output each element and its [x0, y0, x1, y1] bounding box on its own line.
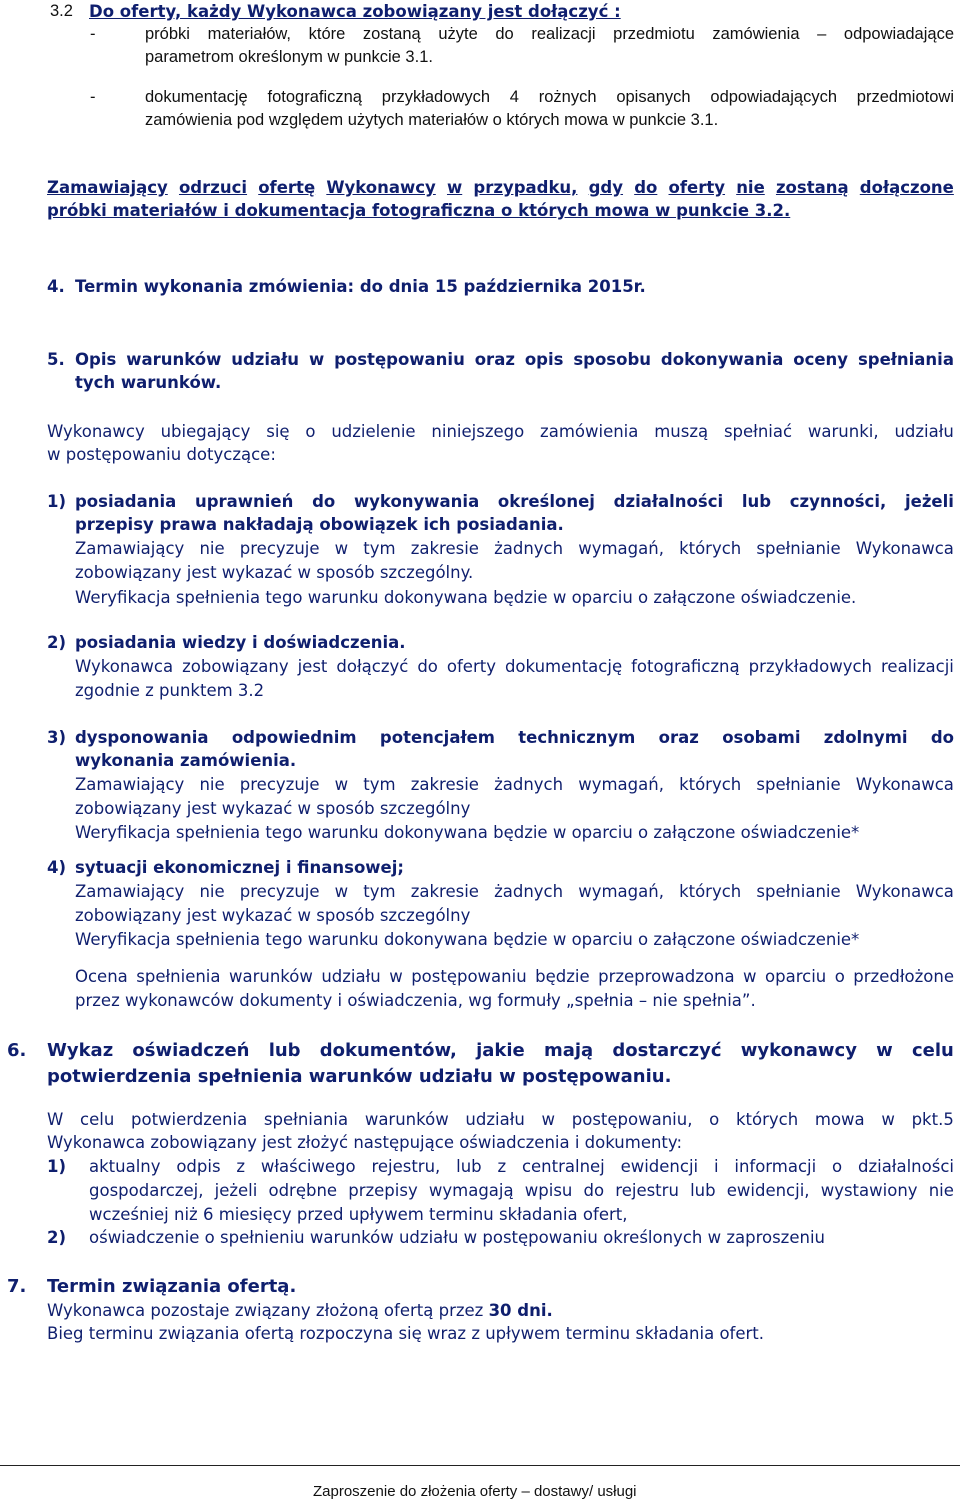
word: w: [334, 775, 349, 794]
word: przepisy: [348, 1181, 418, 1200]
word: Wykonawcy: [326, 178, 436, 197]
condition-3-verification: Weryfikacja spełnienia tego warunku dokonywana będzie w oparciu o załączone oświadczenie*: [75, 823, 860, 842]
word: przykładowych: [748, 657, 873, 676]
word: fotograficzną: [631, 657, 740, 676]
section-7-number: 7.: [7, 1276, 27, 1297]
word: do: [312, 492, 336, 511]
word: gospodarczej,: [89, 1181, 204, 1200]
word: wykonawcy: [740, 1040, 857, 1061]
evaluation-line1: [75, 967, 954, 986]
word: opisanych: [616, 88, 691, 106]
word: lub: [741, 492, 772, 511]
word: potencjałem: [379, 728, 495, 747]
word: w: [334, 539, 349, 558]
section-6-number: 6.: [7, 1040, 27, 1061]
word: precyzuje: [239, 539, 320, 558]
section-7-line2: Bieg terminu związania ofertą rozpoczyna się wraz z upływem terminu składania ofert.: [47, 1324, 764, 1343]
word: jakie: [476, 1040, 525, 1061]
word: oświadczeń: [132, 1040, 250, 1061]
word: zobowiązany: [182, 657, 289, 676]
condition-3-line2: wykonania zamówienia.: [75, 751, 297, 770]
word: żadnych: [494, 775, 564, 794]
word: osobami: [722, 728, 801, 747]
condition-4-note-line2: zobowiązany jest wykazać w sposób szczególny: [75, 906, 471, 925]
word: wymagań,: [578, 539, 664, 558]
word: ubiegający: [160, 422, 251, 441]
word: pkt.5: [911, 1110, 954, 1129]
word: centralnej: [521, 1157, 605, 1176]
word: sposobu: [573, 350, 652, 369]
word: odpis: [176, 1157, 221, 1176]
condition-4-note-line1: [75, 882, 954, 901]
word: nie: [928, 1181, 954, 1200]
word: spełnianie: [756, 539, 841, 558]
word: odpowiednim: [231, 728, 357, 747]
word: warunków: [228, 967, 313, 986]
word: wpisu: [524, 1181, 573, 1200]
word: muszą: [654, 422, 709, 441]
word: Opis: [75, 350, 117, 369]
word: się: [266, 422, 290, 441]
condition-2-note-line2: zgodnie z punktem 3.2: [75, 681, 265, 700]
word: dokumentację: [504, 657, 623, 676]
word: zamówienia: [712, 25, 800, 43]
word: nie: [199, 775, 225, 794]
condition-1-verification: Weryfikacja spełnienia tego warunku dokonywana będzie w oparciu o załączone oświadczenie.: [75, 588, 857, 607]
section-7-line1: [47, 1301, 553, 1320]
word: które: [308, 25, 346, 43]
word: niniejszego: [431, 422, 525, 441]
condition-2-note-line1: [75, 657, 954, 676]
document-1-line3: wcześniej niż 6 miesięcy przed upływem terminu składania ofert,: [89, 1205, 628, 1224]
word: spełniania: [263, 1110, 349, 1129]
word: jeżeli: [904, 492, 954, 511]
word: tym: [363, 775, 396, 794]
word: żadnych: [494, 882, 564, 901]
word: ofertę: [258, 178, 316, 197]
condition-2-heading: posiadania wiedzy i doświadczenia.: [75, 633, 406, 652]
word: rejestru: [615, 1181, 679, 1200]
condition-1-line2: przepisy prawa nakładają obowiązek ich posiadania.: [75, 515, 564, 534]
document-2-text: oświadczenie o spełnieniu warunków udziału w postępowaniu określonych w zaproszeniu: [89, 1228, 825, 1247]
reject-line1: [47, 178, 954, 197]
word: mają: [543, 1040, 594, 1061]
condition-3-line1: [75, 728, 954, 747]
word: do: [634, 178, 658, 197]
word: lub: [456, 1157, 482, 1176]
word: informacji: [734, 1157, 817, 1176]
word: gdy: [588, 178, 624, 197]
word: Wykonawca: [855, 775, 954, 794]
word: precyzuje: [239, 882, 320, 901]
word: posiadania: [75, 492, 177, 511]
word: w: [541, 1110, 556, 1129]
word: technicznym: [518, 728, 636, 747]
word: przeprowadzona: [598, 967, 735, 986]
word: postępowaniu: [334, 350, 465, 369]
word: spełnienia: [136, 967, 221, 986]
word: oparciu: [765, 967, 827, 986]
word: w: [308, 350, 325, 369]
word: określonej: [497, 492, 595, 511]
word: dysponowania: [75, 728, 209, 747]
word: Wykaz: [47, 1040, 114, 1061]
word: o: [832, 1157, 843, 1176]
word: których: [735, 1110, 799, 1129]
word: wykonywania: [353, 492, 480, 511]
item1-dash: -: [90, 25, 96, 43]
item2-line2: zamówienia pod względem użytych materiałów o których mowa w punkcie 3.1.: [145, 111, 719, 129]
word: rejestru,: [371, 1157, 441, 1176]
word: oceny: [793, 350, 849, 369]
word: Wykonawca: [855, 539, 954, 558]
word: ewidencji,: [726, 1181, 810, 1200]
word: odrzuci: [178, 178, 248, 197]
word: Wykonawca: [75, 657, 174, 676]
word: próbki: [145, 25, 190, 43]
condition-1-note-line2: zobowiązany jest wykazać w sposób szczególny.: [75, 563, 474, 582]
word: uprawnień: [194, 492, 294, 511]
word: spełniania: [857, 350, 954, 369]
section-6-heading-line1: [47, 1040, 954, 1061]
item2-line1: [145, 88, 954, 107]
word: użyte: [438, 25, 478, 43]
word: których: [679, 882, 742, 901]
word: nie: [736, 178, 765, 197]
word: działalności: [613, 492, 724, 511]
word: spełnianie: [756, 775, 841, 794]
condition-4-number: 4): [47, 858, 67, 877]
condition-1-line1: [75, 492, 954, 511]
word: precyzuje: [239, 775, 320, 794]
evaluation-line2: przez wykonawców dokumenty i oświadczenia, wg formuły „spełnia – nie spełnia”.: [75, 991, 756, 1010]
footer-text: Zaproszenie do złożenia oferty – dostawy/ usługi: [313, 1483, 637, 1500]
condition-4-verification: Weryfikacja spełnienia tego warunku dokonywana będzie w oparciu o załączone oświadczenie*: [75, 930, 860, 949]
word: oferty: [446, 657, 496, 676]
word: będzie: [535, 967, 590, 986]
word: dołączyć: [336, 657, 409, 676]
word: właściwego: [260, 1157, 356, 1176]
word: których: [679, 775, 742, 794]
word: udziału: [894, 422, 954, 441]
word: przedłożone: [853, 967, 954, 986]
word: w: [334, 882, 349, 901]
section-7-heading: Termin związania ofertą.: [47, 1276, 297, 1297]
section-5-heading-line1: [75, 350, 954, 369]
word: z: [236, 1157, 246, 1176]
word: w: [446, 178, 463, 197]
section-3-2-heading: Do oferty, każdy Wykonawca zobowiązany jest dołączyć :: [89, 2, 621, 21]
word: zakresie: [410, 775, 479, 794]
word: udziału: [231, 350, 300, 369]
item2-dash: -: [90, 88, 96, 106]
condition-4-heading: sytuacji ekonomicznej i finansowej;: [75, 858, 404, 877]
word: jeżeli: [214, 1181, 258, 1200]
word: tym: [363, 539, 396, 558]
word: przypadku,: [473, 178, 578, 197]
word: Zamawiający: [75, 775, 185, 794]
condition-3-note-line1: [75, 775, 954, 794]
word: Zamawiający: [47, 178, 168, 197]
word: celu: [80, 1110, 115, 1129]
word: wystawiony: [820, 1181, 918, 1200]
word: warunków: [126, 350, 222, 369]
word: nie: [199, 882, 225, 901]
word: realizacji: [881, 657, 954, 676]
word: fotograficzną: [267, 88, 362, 106]
word: celu: [912, 1040, 954, 1061]
word: rożnych: [538, 88, 597, 106]
word: zakresie: [410, 539, 479, 558]
word: warunków: [364, 1110, 449, 1129]
word: do: [583, 1181, 605, 1200]
word: Zamawiający: [75, 882, 185, 901]
word: przykładowych: [381, 88, 490, 106]
condition-1-note-line1: [75, 539, 954, 558]
word: dokumentów,: [319, 1040, 457, 1061]
word: dołączone: [859, 178, 954, 197]
word: dostarczyć: [612, 1040, 722, 1061]
word: z: [497, 1157, 507, 1176]
word: realizacji: [531, 25, 596, 43]
section-6-heading-line2: potwierdzenia spełnienia warunków udziału w postępowaniu.: [47, 1066, 672, 1087]
word: zdolnymi: [823, 728, 908, 747]
word: odpowiadające: [843, 25, 954, 43]
word: lub: [268, 1040, 301, 1061]
word: o: [305, 422, 316, 441]
document-1-number: 1): [47, 1157, 67, 1176]
word: w: [389, 967, 403, 986]
word: W: [47, 1110, 64, 1129]
item1-line1: [145, 25, 954, 44]
word: odpowiadających: [710, 88, 837, 106]
word: aktualny: [89, 1157, 161, 1176]
word: postępowaniu,: [571, 1110, 693, 1129]
word: lub: [690, 1181, 716, 1200]
reject-line2: próbki materiałów i dokumentacja fotograficzna o których mowa w punkcie 3.2.: [47, 201, 791, 220]
word: których: [679, 539, 742, 558]
word: zamówienia: [540, 422, 639, 441]
word: warunki,: [807, 422, 879, 441]
word: potwierdzenia: [131, 1110, 248, 1129]
item1-line2: parametrom określonym w punkcie 3.1.: [145, 48, 433, 66]
document-2-number: 2): [47, 1228, 67, 1247]
condition-2-number: 2): [47, 633, 67, 652]
word: oferty: [668, 178, 726, 197]
word: Wykonawcy: [47, 422, 145, 441]
condition-1-number: 1): [47, 492, 67, 511]
word: Ocena: [75, 967, 128, 986]
word: jest: [297, 657, 328, 676]
word: działalności: [857, 1157, 954, 1176]
condition-3-note-line2: zobowiązany jest wykazać w sposób szczególny: [75, 799, 471, 818]
word: spełniać: [723, 422, 793, 441]
section-7-days: 30 dni.: [488, 1301, 553, 1320]
word: mowa: [814, 1110, 865, 1129]
word: postępowaniu: [411, 967, 527, 986]
section-6-intro-line1: [47, 1110, 954, 1129]
condition-3-number: 3): [47, 728, 67, 747]
word: przedmiotu: [613, 25, 695, 43]
word: dokumentację: [145, 88, 248, 106]
word: udziału: [465, 1110, 525, 1129]
word: –: [817, 25, 827, 43]
word: do: [930, 728, 954, 747]
document-1-line2: [89, 1181, 954, 1200]
word: Wykonawca: [855, 882, 954, 901]
word: do: [495, 25, 514, 43]
word: udziału: [321, 967, 381, 986]
word: materiałów,: [207, 25, 292, 43]
word: przedmiotowi: [856, 88, 954, 106]
document-1-line1: [89, 1157, 954, 1176]
word: zostaną: [362, 25, 421, 43]
word: wymagań,: [578, 882, 664, 901]
word: tym: [363, 882, 396, 901]
section-4-number: 4.: [47, 277, 65, 296]
word: nie: [199, 539, 225, 558]
word: wymagają: [428, 1181, 514, 1200]
word: i: [713, 1157, 719, 1176]
word: żadnych: [494, 539, 564, 558]
word: o: [709, 1110, 720, 1129]
section-5-heading-line2: tych warunków.: [75, 373, 222, 392]
word: ewidencji: [620, 1157, 699, 1176]
word: zostaną: [775, 178, 849, 197]
word: o: [834, 967, 845, 986]
section-5-intro-line1: [47, 422, 954, 441]
word: spełnianie: [756, 882, 841, 901]
word: w: [881, 1110, 895, 1129]
footer-rule: [0, 1465, 960, 1466]
word: dokonywania: [660, 350, 784, 369]
word: do: [417, 657, 438, 676]
word: udzielenie: [331, 422, 416, 441]
section-5-intro-line2: w postępowaniu dotyczące:: [47, 445, 276, 464]
word: w: [876, 1040, 893, 1061]
word: w: [743, 967, 757, 986]
word: wymagań,: [578, 775, 664, 794]
word: opis: [524, 350, 564, 369]
section-5-number: 5.: [47, 350, 65, 369]
word: oraz: [474, 350, 515, 369]
word: oraz: [658, 728, 699, 747]
word: czynności,: [789, 492, 887, 511]
section-6-intro-line2: Wykonawca zobowiązany jest złożyć następujące oświadczenia i dokumenty:: [47, 1133, 683, 1152]
word: Zamawiający: [75, 539, 185, 558]
word: zakresie: [410, 882, 479, 901]
word: odrębne: [268, 1181, 338, 1200]
word: 4: [509, 88, 519, 106]
section-4-text: Termin wykonania zmówienia: do dnia 15 października 2015r.: [75, 277, 646, 296]
section-3-2-number: 3.2: [50, 2, 73, 20]
section-7-line1-text: Wykonawca pozostaje związany złożoną ofertą przez: [47, 1301, 489, 1320]
